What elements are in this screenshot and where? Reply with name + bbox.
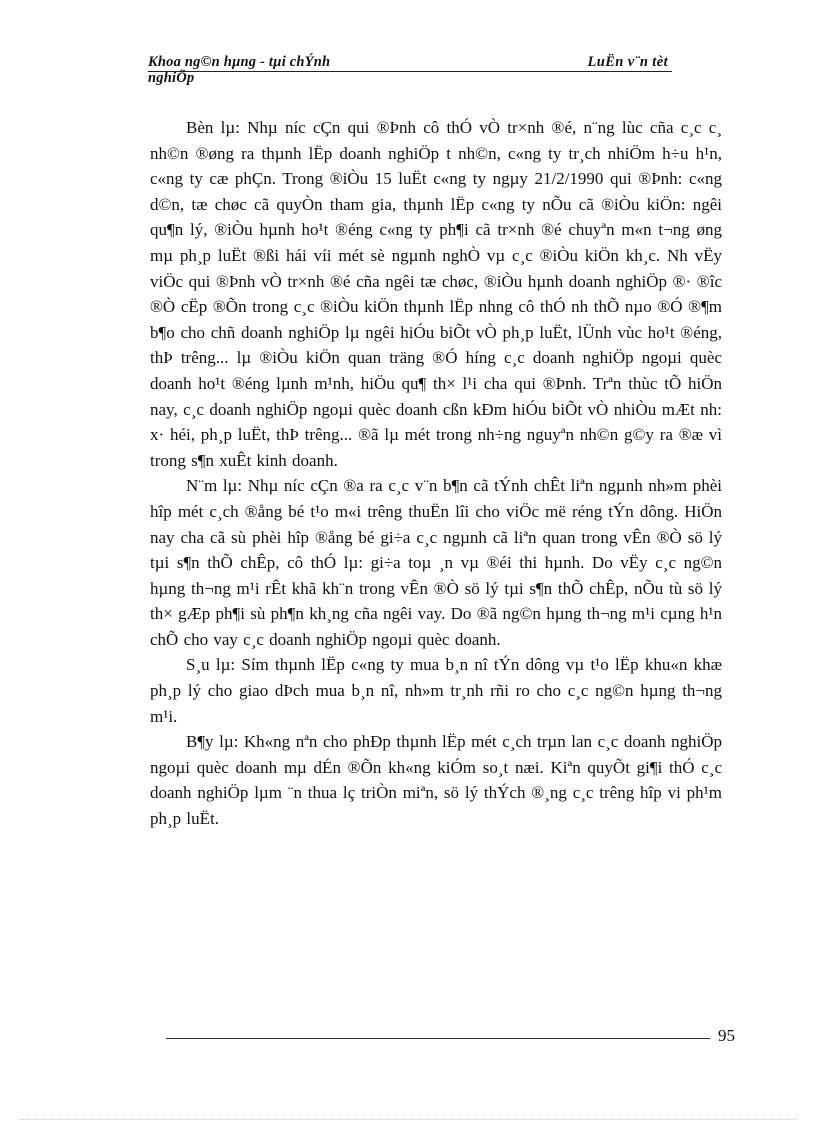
header-left-line2: nghiÖp: [148, 70, 195, 86]
paragraph-7: B¶y lµ: Kh«ng nªn cho phÐp thµnh lËp mét c¸ch trµn lan c¸c doanh nghiÖp ngoµi quèc doanh mµ dÉn ®Õn kh«ng kiÓm so¸t næi. Kiªn quyÕt gi¶i thÓ c¸c doanh nghiÖp lµm ¨n thua lç triÒn miªn, sö lý thÝch ®¸ng c¸c trêng hîp vi ph¹m ph¸p luËt.: [150, 732, 722, 829]
footer-rule: [166, 1038, 710, 1039]
header-left: [148, 54, 408, 86]
header-right: LuËn v¨n tèt: [587, 54, 668, 70]
paragraph-4: Bèn lµ: Nhµ níc cÇn qui ®Þnh cô thÓ vÒ tr×nh ®é, n¨ng lùc cña c¸c c¸ nh©n ®øng ra thµnh lËp doanh nghiÖp t nh©n, c«ng ty tr¸ch nhiÖm h÷u h¹n, c«ng ty cæ phÇn. Trong ®iÒu 15 luËt c«ng ty ngµy 21/2/1990 qui ®Þnh: c«ng d©n, tæ chøc cã quyÒn tham gia, thµnh lËp c«ng ty nÕu cã ®iÒu kiÖn: ngêi qu¶n lý, ®iÒu hµnh ho¹t ®éng c«ng ty ph¶i cã tr×nh ®é chuyªn m«n t¬ng øng mµ ph¸p luËt ®ßi hái víi mét sè ngµnh nghÒ vµ c¸c ®iÒu kiÖn kh¸c. Nh vËy viÖc qui ®Þnh vÒ tr×nh ®é cña ngêi tæ chøc, ®iÒu hµnh doanh nghiÖp ®· ®îc ®Ò cËp ®Õn trong c¸c ®iÒu kiÖn thµnh lËp nhng cô thÓ nh thÕ nµo ®Ó ®¶m b¶o cho chñ doanh nghiÖp lµ ngêi hiÓu biÕt vÒ ph¸p luËt, lÜnh vùc ho¹t ®éng, thÞ trêng... lµ ®iÒu kiÖn quan träng ®Ó híng c¸c doanh nghiÖp ngoµi quèc doanh ho¹t ®éng lµnh m¹nh, hiÖu qu¶ th× l¹i cha qui ®Þnh. Trªn thùc tÕ hiÖn nay, c¸c doanh nghiÖp ngoµi quèc doanh cßn kÐm hiÓu biÕt vÒ nhiÒu mÆt nh: x· héi, ph¸p luËt, thÞ trêng... ®ã lµ mét trong nh÷ng nguyªn nh©n g©y ra ®æ vì trong s¶n xuÊt kinh doanh.: [150, 118, 722, 470]
header-rule: [148, 71, 672, 72]
paragraph-5: N¨m lµ: Nhµ níc cÇn ®a ra c¸c v¨n b¶n cã tÝnh chÊt liªn ngµnh nh»m phèi hîp mét c¸ch ®ång bé t¹o m«i trêng thuËn lîi cho viÖc më réng tÝn dông. HiÖn nay cha cã sù phèi hîp ®ång bé gi÷a c¸c ngµnh cã liªn quan trong vÊn ®Ò sö lý tµi s¶n thÕ chÊp, cô thÓ lµ: gi÷a toµ ¸n vµ ®éi thi hµnh. Do vËy c¸c ng©n hµng th¬ng m¹i rÊt khã kh¨n trong vÊn ®Ò sö lý tµi s¶n thÕ chÊp, nÕu tù sö lý th× gÆp ph¶i sù ph¶n kh¸ng cña ngêi vay. Do ®ã ng©n hµng th¬ng m¹i cµng h¹n chÕ cho vay c¸c doanh nghiÖp ngoµi quèc doanh.: [150, 476, 722, 649]
page-bottom-border: [20, 1119, 796, 1120]
running-header: [148, 54, 746, 94]
body-text: [150, 115, 722, 832]
paragraph-6: S¸u lµ: Sím thµnh lËp c«ng ty mua b¸n nî tÝn dông vµ t¹o lËp khu«n khæ ph¸p lý cho giao dÞch mua b¸n nî, nh»m tr¸nh rñi ro cho c¸c ng©n hµng th¬ng m¹i.: [150, 655, 722, 726]
header-left-line1: Khoa ng©n hµng - tµi chÝnh: [148, 54, 331, 70]
page-number: 95: [718, 1026, 735, 1045]
